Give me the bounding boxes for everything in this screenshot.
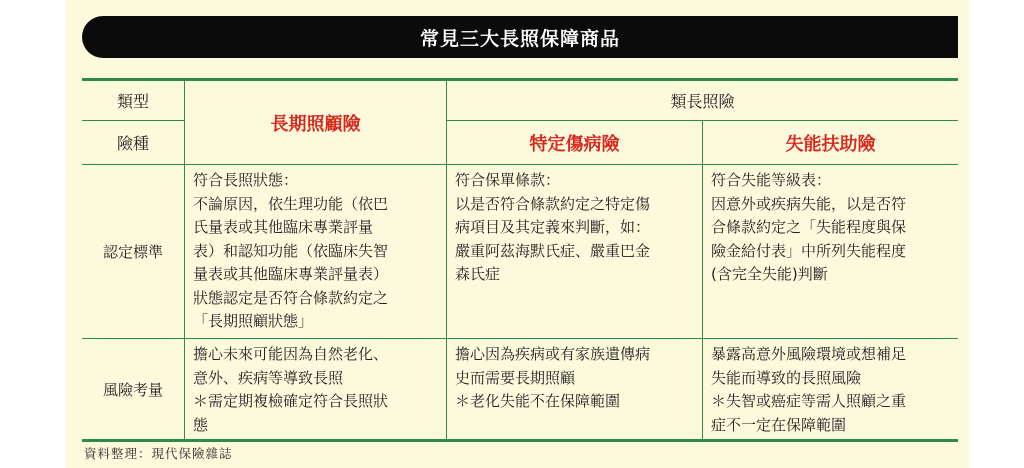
header-ltc-like-group: 類長照險 xyxy=(670,92,735,111)
risk-ltc-note: ＊需定期複檢確定符合長照狀 態 xyxy=(193,392,389,434)
header-disability-support: 失能扶助險 xyxy=(785,133,876,155)
header-ltc-insurance: 長期照顧險 xyxy=(270,113,361,135)
risk-disability-text: 暴露高意外風險環境或想補足 失能而導致的長照風險 xyxy=(711,345,907,387)
row-label-criteria: 認定標準 xyxy=(102,243,163,261)
risk-ltc-text: 擔心未來可能因為自然老化、 意外、疾病等導致長照 xyxy=(193,345,389,387)
risk-disability-note: ＊失智或癌症等需人照顧之重 症不一定在保障範圍 xyxy=(711,392,907,434)
comparison-table xyxy=(82,78,958,442)
header-specific-illness: 特定傷病險 xyxy=(529,133,620,155)
page-title: 常見三大長照保障商品 xyxy=(82,16,958,58)
risk-disability-cell xyxy=(703,339,958,439)
source-credit: 資料整理：現代保險雜誌 xyxy=(84,446,233,461)
risk-illness-cell xyxy=(447,339,702,439)
header-product-label: 險種 xyxy=(116,134,149,153)
criteria-illness-text: 符合保單條款： 以是否符合條款約定之特定傷 病項目及其定義來判斷，如： 嚴重阿茲海默氏症、嚴重巴金 森氏症 xyxy=(455,171,651,283)
risk-illness-note: ＊老化失能不在保障範圍 xyxy=(455,392,621,410)
criteria-ltc-text: 符合長照狀態： 不論原因，依生理功能（依巴 氏量表或其他臨床專業評量 表）和認知功能（依臨床失智 量表或其他臨床專業評量表） 狀態認定是否符合條款約定之 「長期照顧狀態」 xyxy=(193,171,389,330)
risk-ltc-cell xyxy=(185,339,446,439)
risk-illness-text: 擔心因為疾病或有家族遺傳病 史而需要長期照顧 xyxy=(455,345,651,387)
header-type-label: 類型 xyxy=(116,92,149,111)
row-label-risk: 風險考量 xyxy=(102,380,163,399)
criteria-disability-text: 符合失能等級表： 因意外或疾病失能，以是否符 合條款約定之「失能程度與保 險金給付表」中所列失能程度 (含完全失能)判斷 xyxy=(711,171,907,283)
table-bottom-rule xyxy=(82,439,958,442)
